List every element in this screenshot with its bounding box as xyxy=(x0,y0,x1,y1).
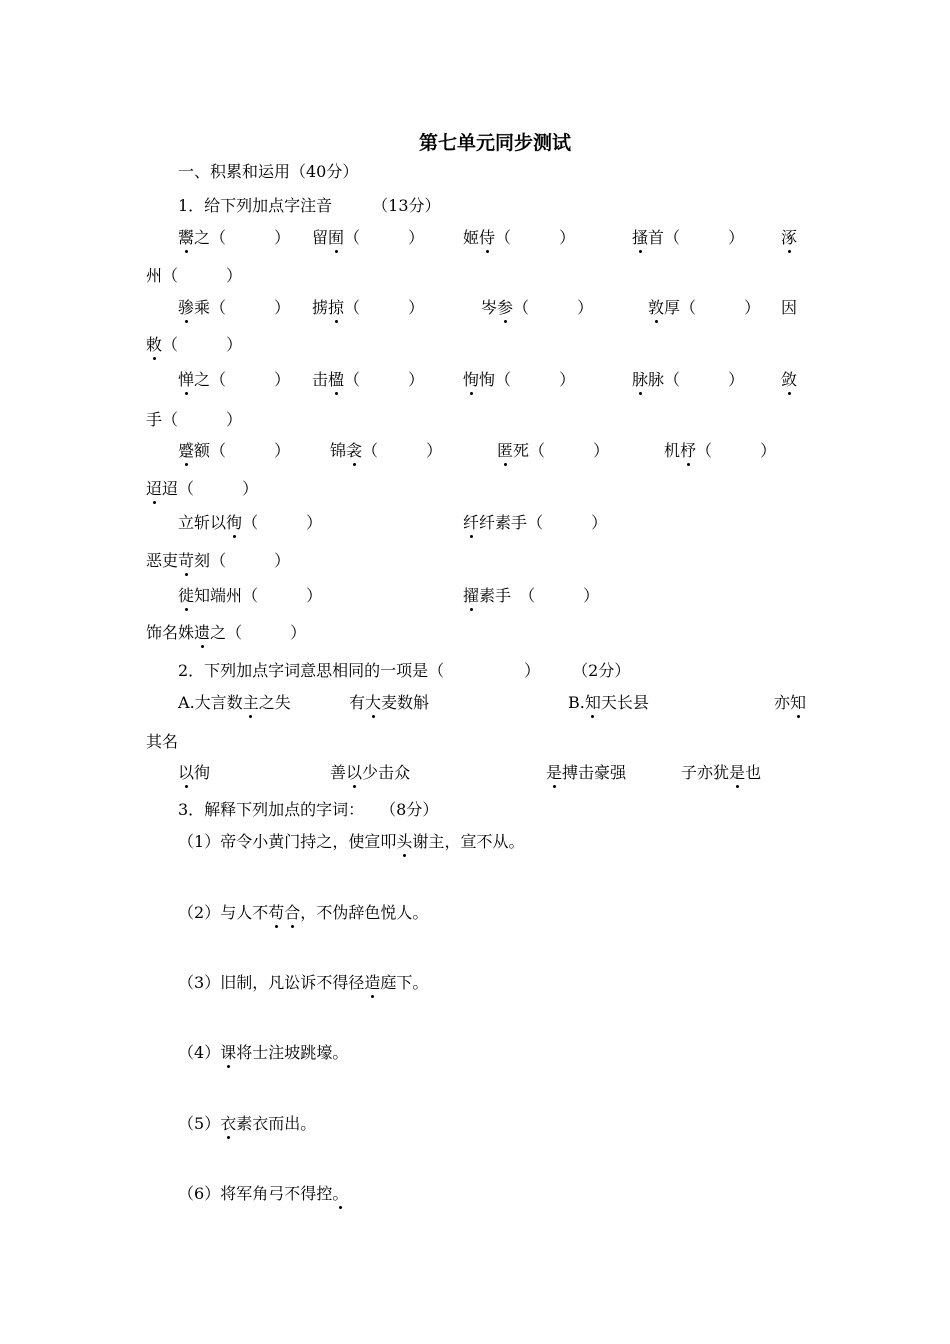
q1-item: 机杼（ ） xyxy=(664,441,777,460)
emphasized-char: 以 xyxy=(178,763,195,782)
q1-item: 击楹（ ） xyxy=(312,370,425,389)
q1-item: 迢迢（ ） xyxy=(146,479,259,498)
q2-option: 其名 xyxy=(146,732,179,751)
q1-item: 敦厚（ ） xyxy=(648,298,761,317)
q2-option: 亦知 xyxy=(774,693,807,712)
q3-item: （4）课将士注坡跳壕。 xyxy=(178,1043,349,1062)
emphasized-char: 课 xyxy=(220,1043,237,1062)
emphasized-char: 头 xyxy=(396,832,413,851)
emphasized-char: 楹 xyxy=(328,370,345,389)
emphasized-char: 知 xyxy=(584,693,601,712)
q1-item: 纤纤素手（ ） xyxy=(463,513,608,532)
emphasized-char: 衣 xyxy=(220,1114,237,1133)
q1-item: 搔首（ ） xyxy=(632,228,745,247)
emphasized-char: 敛 xyxy=(781,370,798,389)
q2-option: 是搏击豪强 xyxy=(546,763,627,782)
q2-option: A.大言数主之失 xyxy=(178,693,291,712)
emphasized-char: 苟 xyxy=(268,903,285,922)
q1-item: 锦衾（ ） xyxy=(330,441,443,460)
emphasized-char: 合 xyxy=(284,903,301,922)
question-1-stem: 1．给下列加点字注音 （13分） xyxy=(178,196,441,215)
q1-item: 手（ ） xyxy=(146,410,243,429)
q1-item: 因 xyxy=(781,298,798,317)
emphasized-char: 涿 xyxy=(781,228,798,247)
emphasized-char: 苛 xyxy=(178,551,195,570)
emphasized-char: 知 xyxy=(790,693,807,712)
emphasized-char: 脉 xyxy=(632,370,649,389)
q2-option: B.知天长县 xyxy=(568,693,649,712)
emphasized-char: 骖 xyxy=(178,298,195,317)
q1-item: 脉脉（ ） xyxy=(632,370,745,389)
q2-option: 有大麦数斛 xyxy=(349,693,430,712)
q1-item: 留囿（ ） xyxy=(312,228,425,247)
q2-option: 善以少击众 xyxy=(330,763,411,782)
emphasized-char: 徙 xyxy=(178,586,195,605)
q3-item: （1）帝令小黄门持之，使宣叩头谢主，宣不从。 xyxy=(178,832,525,851)
emphasized-char: 杼 xyxy=(680,441,697,460)
emphasized-char: 囿 xyxy=(328,228,345,247)
emphasized-char: 侍 xyxy=(479,228,496,247)
emphasized-char: 遗 xyxy=(194,623,211,642)
q1-item: 立斩以徇（ ） xyxy=(178,513,323,532)
emphasized-char: 是 xyxy=(546,763,563,782)
q3-item: （3）旧制，凡讼诉不得径造庭下。 xyxy=(178,973,429,992)
q2-option: 以徇 xyxy=(178,763,211,782)
q1-item: 敕（ ） xyxy=(146,335,243,354)
emphasized-char: 鬻 xyxy=(178,228,195,247)
emphasized-char: 迢 xyxy=(146,479,163,498)
emphasized-char: 掠 xyxy=(328,298,345,317)
question-3-stem: 3．解释下列加点的字词： （8分） xyxy=(178,800,439,819)
emphasized-char: 。 xyxy=(332,1184,349,1203)
q1-item: 蹙额（ ） xyxy=(178,441,291,460)
q1-item: 骖乘（ ） xyxy=(178,298,291,317)
emphasized-char: 擢 xyxy=(463,586,480,605)
emphasized-char: 主 xyxy=(242,693,259,712)
q1-item: 岑参（ ） xyxy=(481,298,594,317)
emphasized-char: 以 xyxy=(346,763,363,782)
emphasized-char: 搔 xyxy=(632,228,649,247)
q1-item: 匿死（ ） xyxy=(497,441,610,460)
q1-item: 徙知端州（ ） xyxy=(178,586,323,605)
q1-item: 恂恂（ ） xyxy=(463,370,576,389)
emphasized-char: 匿 xyxy=(497,441,514,460)
emphasized-char: 恂 xyxy=(463,370,480,389)
q1-item xyxy=(781,228,797,248)
q1-item: 恶吏苛刻（ ） xyxy=(146,551,291,570)
emphasized-char: 敕 xyxy=(146,335,163,354)
emphasized-char: 徇 xyxy=(226,513,243,532)
emphasized-char: 敦 xyxy=(648,298,665,317)
q1-item: 鬻之（ ） xyxy=(178,228,291,247)
q1-item: 州（ ） xyxy=(146,266,243,285)
q1-item: 掳掠（ ） xyxy=(312,298,425,317)
q3-item: （5）衣素衣而出。 xyxy=(178,1114,317,1133)
q3-item: （6）将军角弓不得控。 xyxy=(178,1184,349,1203)
emphasized-char: 衾 xyxy=(346,441,363,460)
page-title: 第七单元同步测试 xyxy=(418,132,571,154)
q1-item: 饰名姝遗之（ ） xyxy=(146,623,307,642)
emphasized-char: 是 xyxy=(729,763,746,782)
emphasized-char: 惮 xyxy=(178,370,195,389)
emphasized-char: 纤 xyxy=(463,513,480,532)
q1-item xyxy=(781,370,797,390)
q1-item: 擢素手 （ ） xyxy=(463,586,600,605)
emphasized-char: 参 xyxy=(497,298,514,317)
q1-item: 惮之（ ） xyxy=(178,370,291,389)
emphasized-char: 大 xyxy=(365,693,382,712)
q1-item: 姬侍（ ） xyxy=(463,228,576,247)
emphasized-char: 造 xyxy=(364,973,381,992)
q2-option: 子亦犹是也 xyxy=(681,763,762,782)
q3-item: （2）与人不苟合，不伪辞色悦人。 xyxy=(178,903,429,922)
section-heading: 一、积累和运用（40分） xyxy=(178,162,359,181)
emphasized-char: 蹙 xyxy=(178,441,195,460)
question-2-stem: 2．下列加点字词意思相同的一项是（ ） （2分） xyxy=(178,661,631,680)
